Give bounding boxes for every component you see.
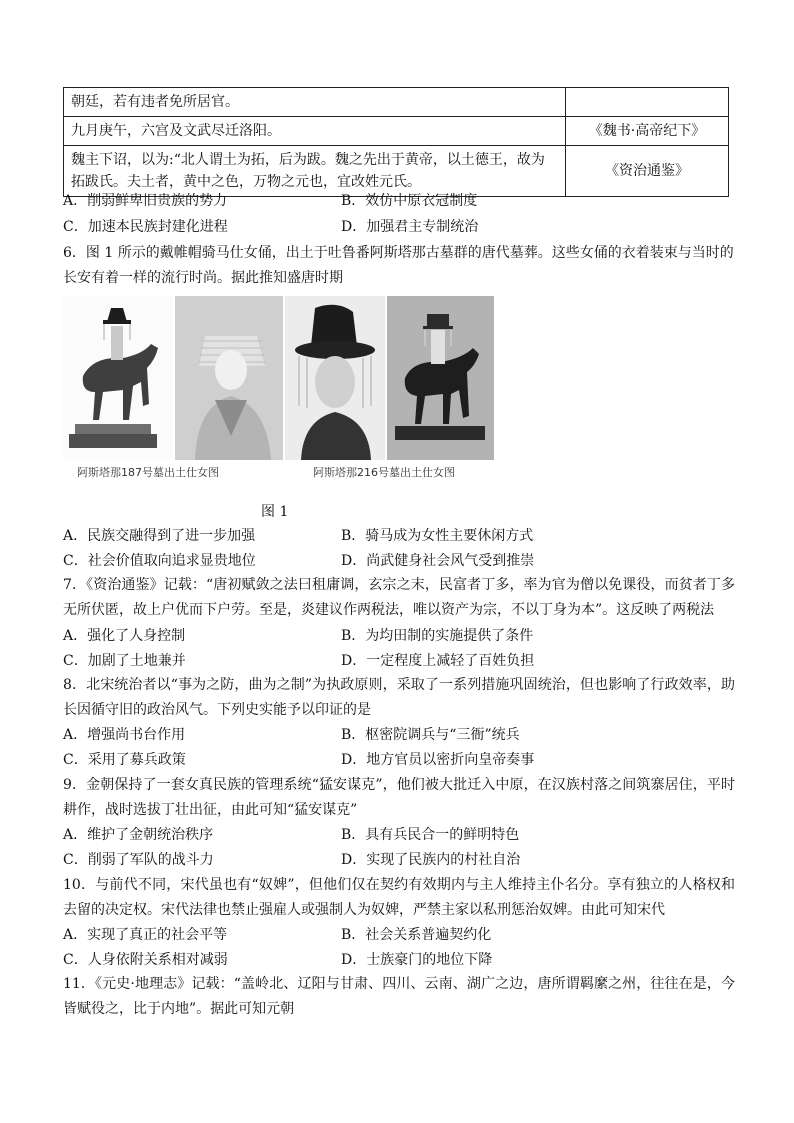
q7-stem: 7．《资治通鉴》记载：“唐初赋敛之法曰租庸调，玄宗之末，民富者丁多，率为官为僧以免课役，而贫者丁多无所伏匿，故上户优而下户劳。至是，炎建议作两税法，唯以资产为宗，不以丁身为本”。这反映了两税法 — [63, 577, 735, 618]
table-cell-text: 九月庚午，六宫及文武尽迁洛阳。 — [64, 117, 566, 146]
woman-black-hat-photo — [285, 296, 385, 460]
rider-dark-photo — [387, 296, 494, 460]
q6-option-d: D．尚武健身社会风气受到推崇 — [341, 553, 535, 569]
q9-option-b: B．具有兵民合一的鲜明特色 — [341, 827, 520, 843]
table-row — [64, 146, 729, 197]
q5-option-b: B．效仿中原衣冠制度 — [341, 193, 478, 209]
q10-option-a: A．实现了真正的社会平等 — [63, 927, 228, 943]
rider-figurine-photo — [63, 296, 173, 460]
q8-option-a: A．增强尚书台作用 — [63, 727, 186, 743]
q8-option-d: D．地方官员以密折向皇帝奏事 — [341, 752, 535, 768]
source-table — [63, 87, 729, 197]
q6-stem-line1: 6．图 1 所示的戴帷帽骑马仕女俑，出土于吐鲁番阿斯塔那古墓群的唐代墓葬。这些女俑的衣着装束与当时的 — [63, 245, 734, 261]
q7-option-b: B．为均田制的实施提供了条件 — [341, 628, 534, 644]
figure-1-label: 图 1 — [261, 504, 289, 520]
table-cell-source: 《资治通鉴》 — [566, 146, 729, 197]
table-row — [64, 88, 729, 117]
table-cell-source — [566, 88, 729, 117]
q10-stem: 10．与前代不同，宋代虽也有“奴婢”，但他们仅在契约有效期内与主人维持主仆名分。享有独立的人格权和去留的决定权。宋代法律也禁止强雇人或强制人为奴婢，严禁主家以私刑惩治奴婢。由此可知宋代 — [63, 877, 735, 918]
q7-option-a: A．强化了人身控制 — [63, 628, 186, 644]
q6-stem-line2: 长安有着一样的流行时尚。据此推知盛唐时期 — [63, 270, 343, 286]
q7-option-c: C．加剧了土地兼并 — [63, 653, 186, 669]
q10-option-d: D．士族豪门的地位下降 — [341, 952, 493, 968]
q11-stem: 11．《元史·地理志》记载：“盖岭北、辽阳与甘肃、四川、云南、湖广之边，唐所谓羁縻之州，往往在是，今皆赋役之，比于内地”。据此可知元朝 — [63, 976, 735, 1017]
caption-tomb-187: 阿斯塔那187号墓出土仕女图 — [77, 466, 219, 479]
q5-option-c: C．加速本民族封建化进程 — [63, 219, 228, 235]
q8-option-c: C．采用了募兵政策 — [63, 752, 186, 768]
woman-closeup-photo — [175, 296, 283, 460]
q9-stem: 9．金朝保持了一套女真民族的管理系统“猛安谋克”，他们被大批迁入中原，在汉族村落之间筑寨居住，平时耕作，战时选拔丁壮出征，由此可知“猛安谋克” — [63, 777, 735, 818]
q9-option-c: C．削弱了军队的战斗力 — [63, 852, 214, 868]
q10-option-b: B．社会关系普遍契约化 — [341, 927, 492, 943]
caption-tomb-216: 阿斯塔那216号墓出土仕女图 — [313, 466, 455, 479]
table-row — [64, 117, 729, 146]
q9-option-a: A．维护了金朝统治秩序 — [63, 827, 214, 843]
table-cell-text: 魏主下诏，以为:“北人谓土为拓，后为跋。魏之先出于黄帝，以土德王，故为拓跋氏。夫土者，黄中之色，万物之元也，宜改姓元氏。 — [64, 146, 566, 197]
table-cell-source: 《魏书·高帝纪下》 — [566, 117, 729, 146]
q6-option-b: B．骑马成为女性主要休闲方式 — [341, 528, 534, 544]
q8-stem: 8．北宋统治者以“事为之防，曲为之制”为执政原则，采取了一系列措施巩固统治，但也影响了行政效率，助长因循守旧的政治风气。下列史实能予以印证的是 — [63, 677, 735, 718]
table-cell-text: 朝廷，若有违者免所居官。 — [64, 88, 566, 117]
q5-option-a: A．削弱鲜卑旧贵族的势力 — [63, 193, 228, 209]
q6-option-a: A．民族交融得到了进一步加强 — [63, 528, 256, 544]
q7-option-d: D．一定程度上减轻了百姓负担 — [341, 653, 535, 669]
q6-option-c: C．社会价值取向追求显贵地位 — [63, 553, 256, 569]
q10-option-c: C．人身依附关系相对减弱 — [63, 952, 228, 968]
q8-option-b: B．枢密院调兵与“三衙”统兵 — [341, 727, 520, 743]
figure-1 — [63, 296, 494, 486]
q5-option-d: D．加强君主专制统治 — [341, 219, 479, 235]
q9-option-d: D．实现了民族内的村社自治 — [341, 852, 521, 868]
